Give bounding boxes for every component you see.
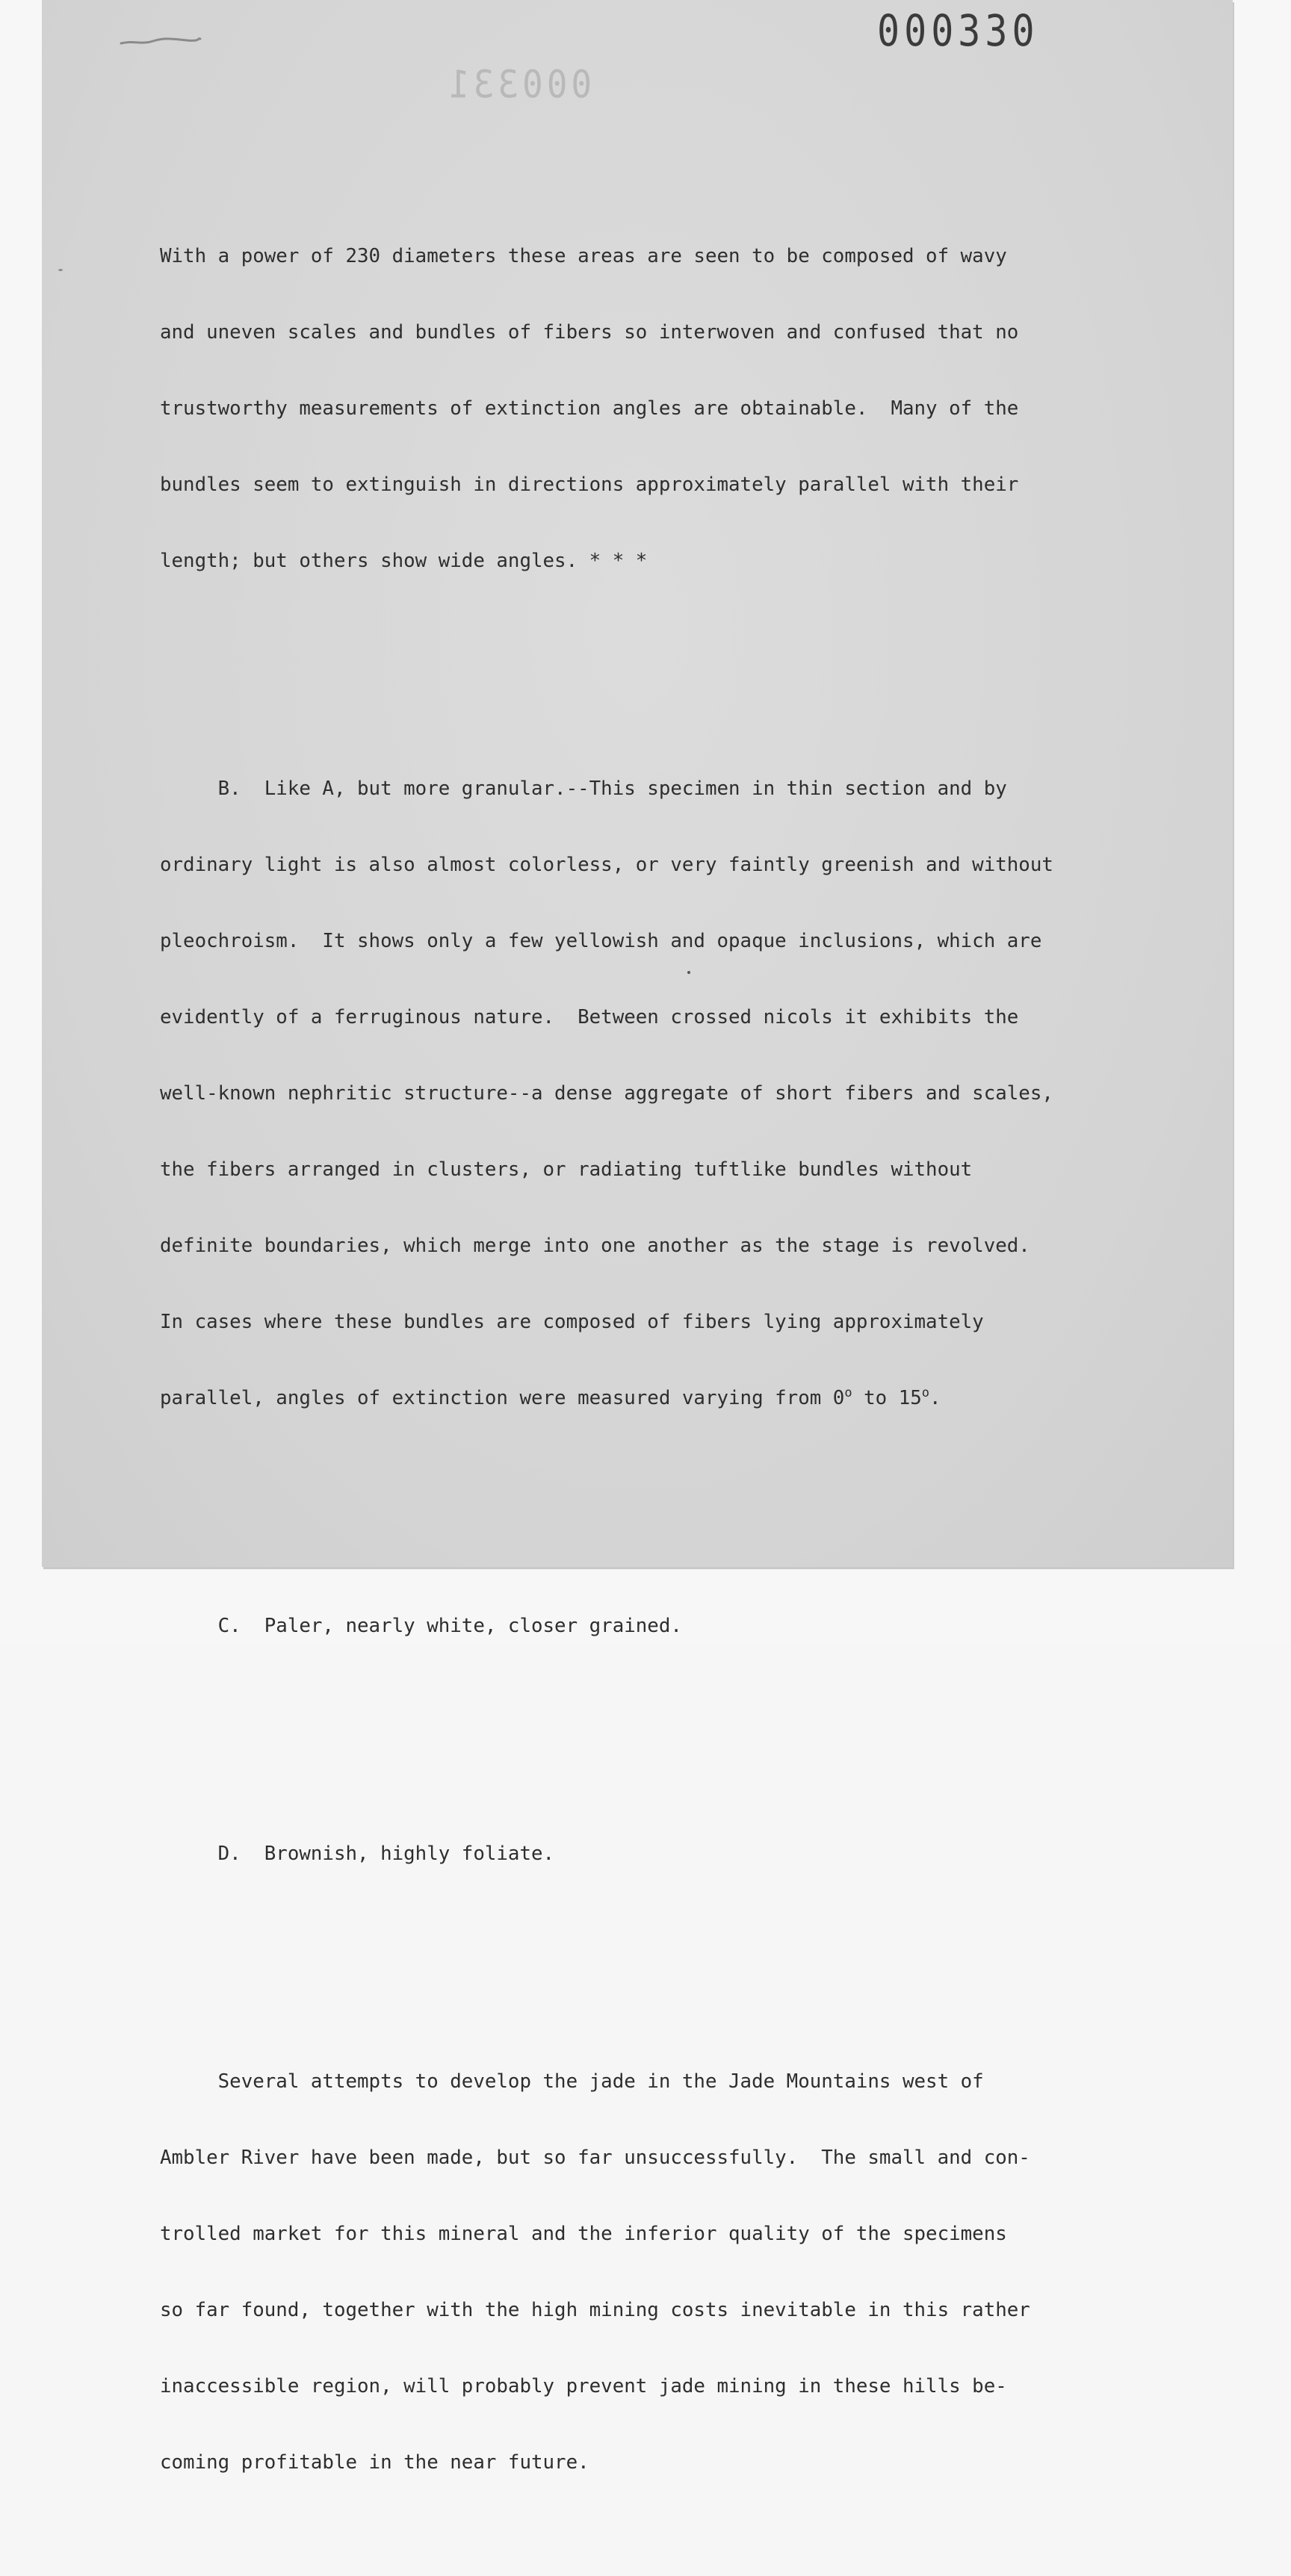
document-body [160, 142, 1131, 2576]
text-line: B. Like A, but more granular.--This specimen in thin section and by [160, 778, 1007, 800]
paragraph-specimen-d [160, 1790, 1131, 1917]
text-line: pleochroism. It shows only a few yellowish and opaque inclusions, which are [160, 930, 1042, 952]
text-segment: . [929, 1387, 941, 1409]
text-line: trustworthy measurements of extinction angles are obtainable. Many of the [160, 397, 1019, 420]
paragraph-specimen-c [160, 1562, 1131, 1689]
degree-mark: o [921, 1385, 930, 1400]
text-line: In cases where these bundles are composed of fibers lying approximately [160, 1311, 984, 1333]
paper-speck [58, 269, 63, 271]
text-line: coming profitable in the near future. [160, 2451, 589, 2474]
text-line: and uneven scales and bundles of fibers so interwoven and confused that no [160, 321, 1019, 344]
text-line: well-known nephritic structure--a dense aggregate of short fibers and scales, [160, 1082, 1053, 1105]
text-segment: parallel, angles of extinction were measured varying from 0 [160, 1387, 845, 1409]
paragraph-microscope-observation [160, 193, 1131, 624]
page-stamp-number: 000330 [877, 6, 1039, 56]
text-line: definite boundaries, which merge into one another as the stage is revolved. [160, 1235, 1030, 1257]
text-line-with-degrees [160, 1385, 1131, 1411]
text-line: inaccessible region, will probably prevent jade mining in these hills be- [160, 2375, 1007, 2397]
paragraph-specimen-b [160, 725, 1131, 1462]
text-line: bundles seem to extinguish in directions approximately parallel with their [160, 474, 1019, 496]
text-line: length; but others show wide angles. * * * [160, 550, 648, 572]
degree-mark: o [844, 1385, 852, 1400]
text-line: Ambler River have been made, but so far unsuccessfully. The small and con- [160, 2147, 1030, 2169]
text-line: ordinary light is also almost colorless, or very faintly greenish and without [160, 854, 1053, 876]
text-line: so far found, together with the high mining costs inevitable in this rather [160, 2299, 1030, 2321]
bleed-through-stamp-number: 000331 [445, 62, 592, 107]
text-line: C. Paler, nearly white, closer grained. [160, 1615, 682, 1637]
text-segment: to 15 [852, 1387, 922, 1409]
text-line: Several attempts to develop the jade in the Jade Mountains west of [160, 2070, 984, 2093]
paragraph-jade-mining [160, 2018, 1131, 2526]
text-line: With a power of 230 diameters these areas are seen to be composed of wavy [160, 245, 1007, 267]
text-line: evidently of a ferruginous nature. Between crossed nicols it exhibits the [160, 1006, 1019, 1028]
text-line: the fibers arranged in clusters, or radiating tuftlike bundles without [160, 1158, 973, 1181]
text-line: trolled market for this mineral and the inferior quality of the specimens [160, 2223, 1007, 2245]
ink-smudge [120, 34, 202, 49]
text-line: D. Brownish, highly foliate. [160, 1843, 555, 1865]
